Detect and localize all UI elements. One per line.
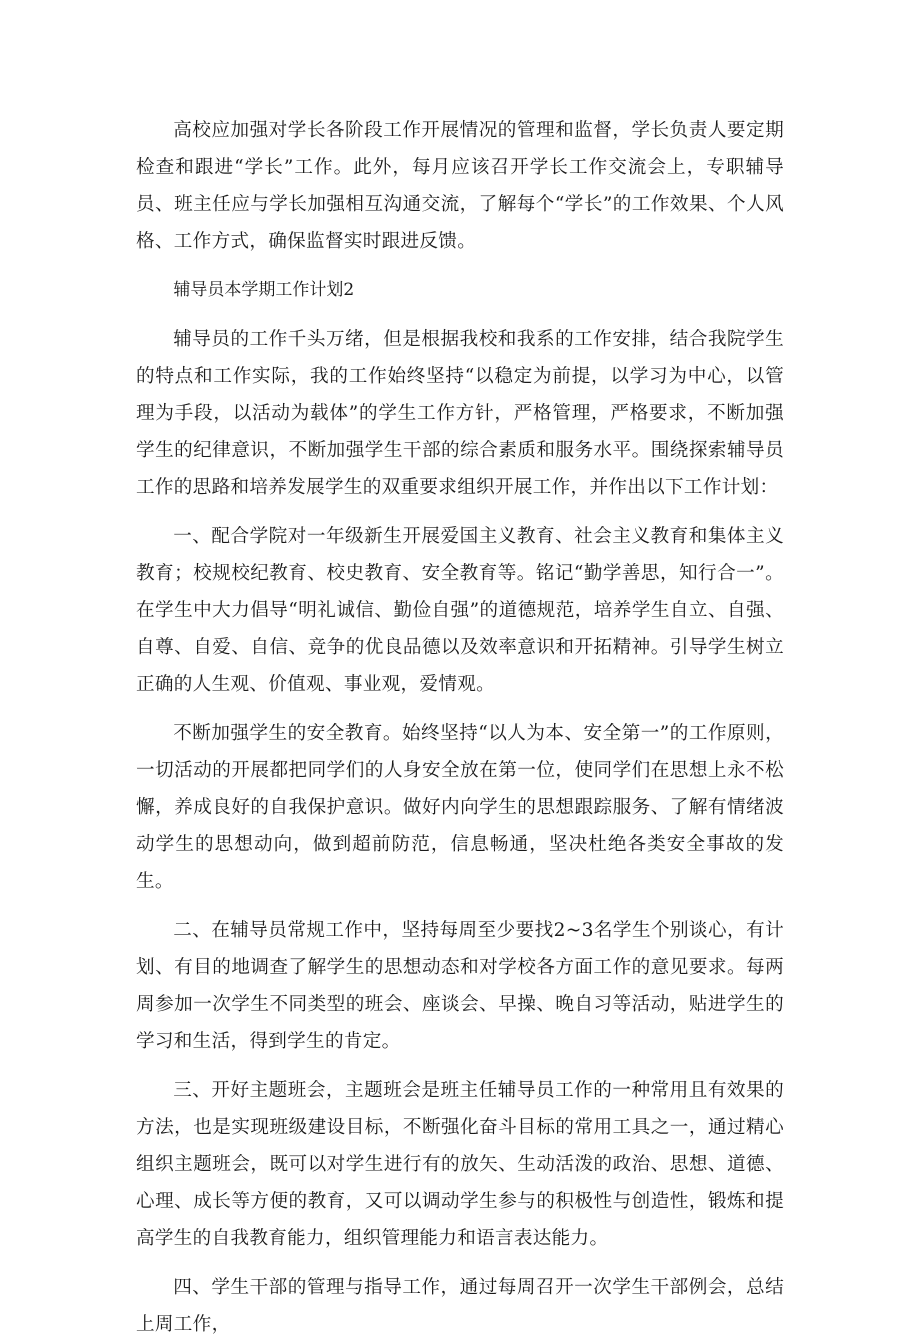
paragraph-item-one: 一、配合学院对一年级新生开展爱国主义教育、社会主义教育和集体主义教育；校规校纪教育、校史教育、安全教育等。铭记“勤学善思，知行合一”。在学生中大力倡导“明礼诚信、勤俭自强”的道德规范，培养学生自立、自强、自尊、自爱、自信、竞争的优良品德以及效率意识和开拓精神。引导学生树立正确的人生观、价值观、事业观，爱情观。 bbox=[136, 526, 784, 695]
paragraph-safety: 不断加强学生的安全教育。始终坚持“以人为本、安全第一”的工作原则，一切活动的开展都把同学们的人身安全放在第一位，使同学们在思想上永不松懈，养成良好的自我保护意识。做好内向学生的思想跟踪服务、了解有情绪波动学生的思想动向，做到超前防范，信息畅通，坚决杜绝各类安全事故的发生。 bbox=[136, 723, 784, 892]
section-heading: 辅导员本学期工作计划2 bbox=[173, 280, 355, 300]
paragraph-item-two: 二、在辅导员常规工作中，坚持每周至少要找2~3名学生个别谈心，有计划、有目的地调查了解学生的思想动态和对学校各方面工作的意见要求。每两周参加一次学生不同类型的班会、座谈会、早操、晚自习等活动，贴进学生的学习和生活，得到学生的肯定。 bbox=[136, 920, 784, 1052]
paragraph-item-three: 三、开好主题班会，主题班会是班主任辅导员工作的一种常用且有效果的方法，也是实现班级建设目标，不断强化奋斗目标的常用工具之一，通过精心组织主题班会，既可以对学生进行有的放矢、生动活泼的政治、思想、道德、心理、成长等方便的教育，又可以调动学生参与的积极性与创造性，锻炼和提高学生的自我教育能力，组织管理能力和语言表达能力。 bbox=[136, 1080, 784, 1249]
paragraph-intro: 辅导员的工作千头万绪，但是根据我校和我系的工作安排，结合我院学生的特点和工作实际，我的工作始终坚持“以稳定为前提，以学习为中心，以管理为手段，以活动为载体”的学生工作方针，严格管理，严格要求，不断加强学生的纪律意识，不断加强学生干部的综合素质和服务水平。围绕探索辅导员工作的思路和培养发展学生的双重要求组织开展工作，并作出以下工作计划： bbox=[136, 329, 784, 498]
paragraph-supervision: 高校应加强对学长各阶段工作开展情况的管理和监督，学长负责人要定期检查和跟进“学长”工作。此外，每月应该召开学长工作交流会上，专职辅导员、班主任应与学长加强相互沟通交流，了解每个“学长”的工作效果、个人风格、工作方式，确保监督实时跟进反馈。 bbox=[136, 120, 784, 252]
paragraph-item-four: 四、学生干部的管理与指导工作，通过每周召开一次学生干部例会，总结上周工作， bbox=[136, 1277, 784, 1335]
